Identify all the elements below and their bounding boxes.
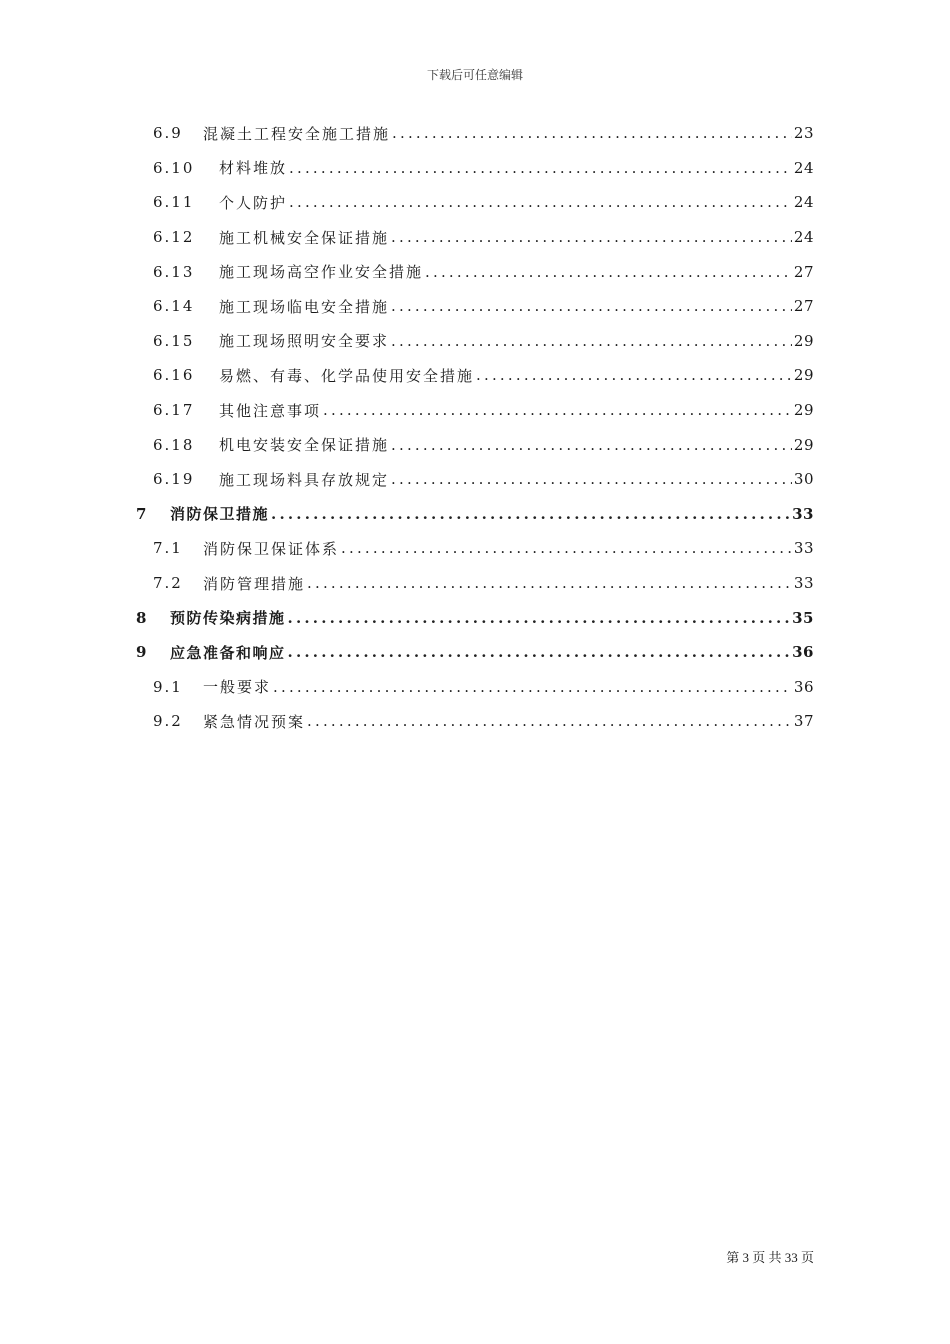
page-number-footer: 第 3 页 共 33 页 (726, 1250, 814, 1265)
toc-entry-number: 6.16 (153, 366, 195, 385)
toc-entry-page: 36 (792, 643, 814, 662)
toc-entry-page: 27 (793, 262, 814, 281)
toc-entry-title: 应急准备和响应 (170, 643, 286, 662)
toc-dot-leader (288, 609, 791, 627)
toc-entry[interactable] (136, 427, 814, 462)
toc-dot-leader (391, 228, 792, 246)
toc-entry-page: 29 (793, 331, 814, 350)
toc-entry[interactable] (136, 289, 814, 324)
toc-entry-number: 6.9 (153, 124, 183, 143)
toc-entry[interactable] (136, 220, 814, 255)
toc-entry-page: 33 (792, 504, 814, 523)
toc-entry-number: 7.2 (153, 574, 183, 593)
toc-entry-page: 24 (793, 228, 814, 247)
toc-entry-page: 23 (793, 124, 814, 143)
toc-entry-number: 8 (136, 608, 148, 627)
toc-entry-title: 一般要求 (203, 678, 272, 697)
toc-dot-leader (289, 159, 792, 177)
toc-dot-leader (323, 401, 792, 419)
toc-entry-title: 预防传染病措施 (170, 609, 286, 628)
toc-entry[interactable] (136, 531, 814, 566)
toc-entry-page: 33 (793, 574, 814, 593)
toc-entry-title: 机电安装安全保证措施 (219, 436, 390, 455)
toc-entry-page: 29 (793, 366, 814, 385)
toc-entry-number: 6.13 (153, 262, 195, 281)
toc-dot-leader (341, 539, 792, 557)
toc-entry-page: 35 (792, 608, 814, 627)
toc-entry-title: 施工现场料具存放规定 (219, 470, 390, 489)
toc-chapter-entry[interactable] (136, 600, 814, 635)
toc-dot-leader (391, 332, 792, 350)
toc-entry[interactable] (136, 254, 814, 289)
toc-entry[interactable] (136, 324, 814, 359)
toc-entry-number: 6.11 (153, 193, 195, 212)
toc-entry[interactable] (136, 151, 814, 186)
toc-entry[interactable] (136, 566, 814, 601)
toc-entry[interactable] (136, 393, 814, 428)
toc-entry-title: 消防保卫保证体系 (203, 539, 340, 558)
toc-entry-page: 37 (793, 712, 814, 731)
toc-entry-number: 6.14 (153, 297, 195, 316)
toc-entry-number: 6.15 (153, 331, 195, 350)
toc-entry-title: 紧急情况预案 (203, 712, 306, 731)
toc-entry-title: 消防保卫措施 (170, 505, 270, 524)
toc-dot-leader (271, 505, 790, 523)
toc-dot-leader (391, 297, 792, 315)
toc-entry-number: 7 (136, 504, 148, 523)
toc-dot-leader (307, 712, 792, 730)
toc-entry-number: 9 (136, 643, 148, 662)
toc-entry[interactable] (136, 116, 814, 151)
toc-entry-number: 6.18 (153, 435, 195, 454)
toc-dot-leader (288, 643, 791, 661)
toc-entry[interactable] (136, 670, 814, 705)
toc-entry[interactable] (136, 462, 814, 497)
toc-entry-page: 36 (793, 677, 814, 696)
toc-entry[interactable] (136, 185, 814, 220)
toc-dot-leader (392, 124, 792, 142)
toc-entry-number: 7.1 (153, 539, 183, 558)
header-note: 下载后可任意编辑 (426, 68, 523, 82)
toc-entry[interactable] (136, 704, 814, 739)
toc-entry-title: 易燃、有毒、化学品使用安全措施 (219, 366, 475, 385)
toc-dot-leader (289, 193, 792, 211)
toc-entry[interactable] (136, 358, 814, 393)
toc-chapter-entry[interactable] (136, 635, 814, 670)
toc-dot-leader (391, 436, 792, 454)
toc-entry-title: 其他注意事项 (219, 401, 322, 420)
toc-dot-leader (425, 263, 792, 281)
toc-entry-title: 个人防护 (219, 193, 288, 212)
toc-entry-number: 9.2 (153, 712, 183, 731)
toc-entry-number: 6.10 (153, 158, 195, 177)
toc-dot-leader (273, 678, 792, 696)
toc-dot-leader (307, 574, 792, 592)
toc-entry-title: 施工现场临电安全措施 (219, 297, 390, 316)
toc-entry-page: 29 (793, 401, 814, 420)
toc-entry-page: 33 (793, 539, 814, 558)
toc-entry-title: 施工现场高空作业安全措施 (219, 263, 424, 282)
toc-entry-number: 9.1 (153, 677, 183, 696)
toc-entry-page: 29 (793, 435, 814, 454)
toc-entry-title: 消防管理措施 (203, 574, 306, 593)
toc-entry-number: 6.19 (153, 470, 195, 489)
toc-entry-title: 混凝土工程安全施工措施 (203, 124, 391, 143)
toc-entry-title: 施工现场照明安全要求 (219, 332, 390, 351)
toc-entry-page: 27 (793, 297, 814, 316)
toc-entry-page: 30 (793, 470, 814, 489)
toc-entry-number: 6.17 (153, 401, 195, 420)
toc-chapter-entry[interactable] (136, 497, 814, 532)
toc-dot-leader (476, 366, 792, 384)
table-of-contents (136, 116, 814, 739)
toc-entry-number: 6.12 (153, 228, 195, 247)
toc-entry-title: 材料堆放 (219, 159, 288, 178)
toc-entry-title: 施工机械安全保证措施 (219, 228, 390, 247)
toc-entry-page: 24 (793, 158, 814, 177)
toc-dot-leader (391, 470, 792, 488)
toc-entry-page: 24 (793, 193, 814, 212)
